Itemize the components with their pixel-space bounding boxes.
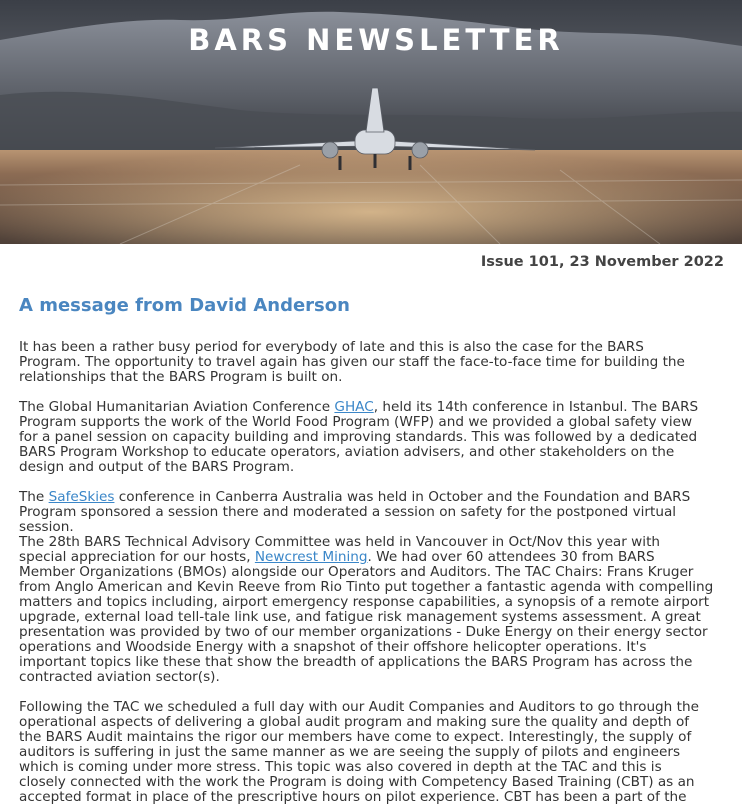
paragraph-line: presentation was provided by two of our member organizations - Duke Energy on their energy sector bbox=[19, 624, 708, 640]
text-segment: The bbox=[19, 489, 49, 505]
paragraph-line: matters and topics including, airport emergency response capabilities, a synopsis of a remote airport bbox=[19, 594, 710, 610]
paragraph-line: auditors is suffering in just the same manner as we are seeing the supply of pilots and engineers bbox=[19, 744, 681, 760]
paragraph-line bbox=[19, 490, 735, 505]
paragraph-line: Following the TAC we scheduled a full day with our Audit Companies and Auditors to go through the bbox=[19, 699, 699, 715]
paragraph-line bbox=[19, 550, 735, 565]
paragraph-line: which is coming under more stress. This topic was also covered in depth at the TAC and this is bbox=[19, 759, 662, 775]
ghac-link[interactable]: GHAC bbox=[334, 399, 374, 415]
text-segment: conference in Canberra Australia was held in October and the Foundation and BARS bbox=[114, 489, 691, 505]
banner-title: BARS NEWSLETTER bbox=[188, 23, 564, 57]
paragraph-line: Program. The opportunity to travel again has given our staff the face-to-face time for building the bbox=[19, 354, 685, 370]
paragraph-line: relationships that the BARS Program is built on. bbox=[19, 369, 343, 385]
paragraph-line: the BARS Audit maintains the rigor our members have come to expect. Interestingly, the supply of bbox=[19, 729, 692, 745]
paragraph-3 bbox=[19, 490, 735, 685]
text-segment: The Global Humanitarian Aviation Conference bbox=[19, 399, 335, 415]
paragraph-line: important topics like these that show the breadth of applications the BARS Program has across the bbox=[19, 654, 693, 670]
paragraph-line: from Anglo American and Kevin Reeve from Rio Tinto put together a fantastic agenda with compelling bbox=[19, 579, 714, 595]
paragraph-2 bbox=[19, 400, 735, 475]
paragraph-line: BARS Program Workshop to educate operators, aviation advisers, and other stakeholders on the bbox=[19, 444, 675, 460]
paragraph-line: design and output of the BARS Program. bbox=[19, 459, 295, 475]
paragraph-4 bbox=[19, 700, 735, 805]
text-segment: special appreciation for our hosts, bbox=[19, 549, 255, 565]
issue-date: Issue 101, 23 November 2022 bbox=[480, 254, 724, 270]
paragraph-line: upgrade, external load tell-tale link use, and fatigue risk management systems assessment. A great bbox=[19, 609, 701, 625]
paragraph-line: The 28th BARS Technical Advisory Committee was held in Vancouver in Oct/Nov this year with bbox=[19, 534, 661, 550]
paragraph-line: Member Organizations (BMOs) alongside our Operators and Auditors. The TAC Chairs: Frans Kruger bbox=[19, 564, 694, 580]
article-title: A message from David Anderson bbox=[19, 295, 350, 316]
paragraph-line: Program sponsored a session there and moderated a session on safety for the postponed virtual bbox=[19, 504, 677, 520]
paragraph-line: accepted format in place of the prescriptive hours on pilot experience. CBT has been a part of the bbox=[19, 789, 687, 805]
newcrest-mining-link[interactable]: Newcrest Mining bbox=[254, 549, 368, 565]
paragraph-1 bbox=[19, 340, 735, 385]
paragraph-line: Program supports the work of the World Food Program (WFP) and we provided a global safety view bbox=[19, 414, 693, 430]
paragraph-line: operational aspects of delivering a global audit program and making sure the quality and depth of bbox=[19, 714, 690, 730]
paragraph-line: for a panel session on capacity building and improving standards. This was followed by a dedicated bbox=[19, 429, 698, 445]
paragraph-line: operations and Woodside Energy with a snapshot of their offshore helicopter operations. It's bbox=[19, 639, 647, 655]
paragraph-line: contracted aviation sector(s). bbox=[19, 669, 220, 685]
paragraph-line: closely connected with the work the Program is doing with Competency Based Training (CBT) as an bbox=[19, 774, 695, 790]
header-banner bbox=[0, 0, 742, 244]
safeskies-link[interactable]: SafeSkies bbox=[48, 489, 115, 505]
paragraph-line: It has been a rather busy period for everybody of late and this is also the case for the BARS bbox=[19, 339, 644, 355]
article bbox=[19, 294, 735, 805]
text-segment: , held its 14th conference in Istanbul. The BARS bbox=[373, 399, 699, 415]
paragraph-line bbox=[19, 400, 735, 415]
paragraph-line: session. bbox=[19, 519, 74, 535]
text-segment: . We had over 60 attendees 30 from BARS bbox=[367, 549, 655, 565]
aircraft-on-runway-photo bbox=[0, 0, 742, 244]
